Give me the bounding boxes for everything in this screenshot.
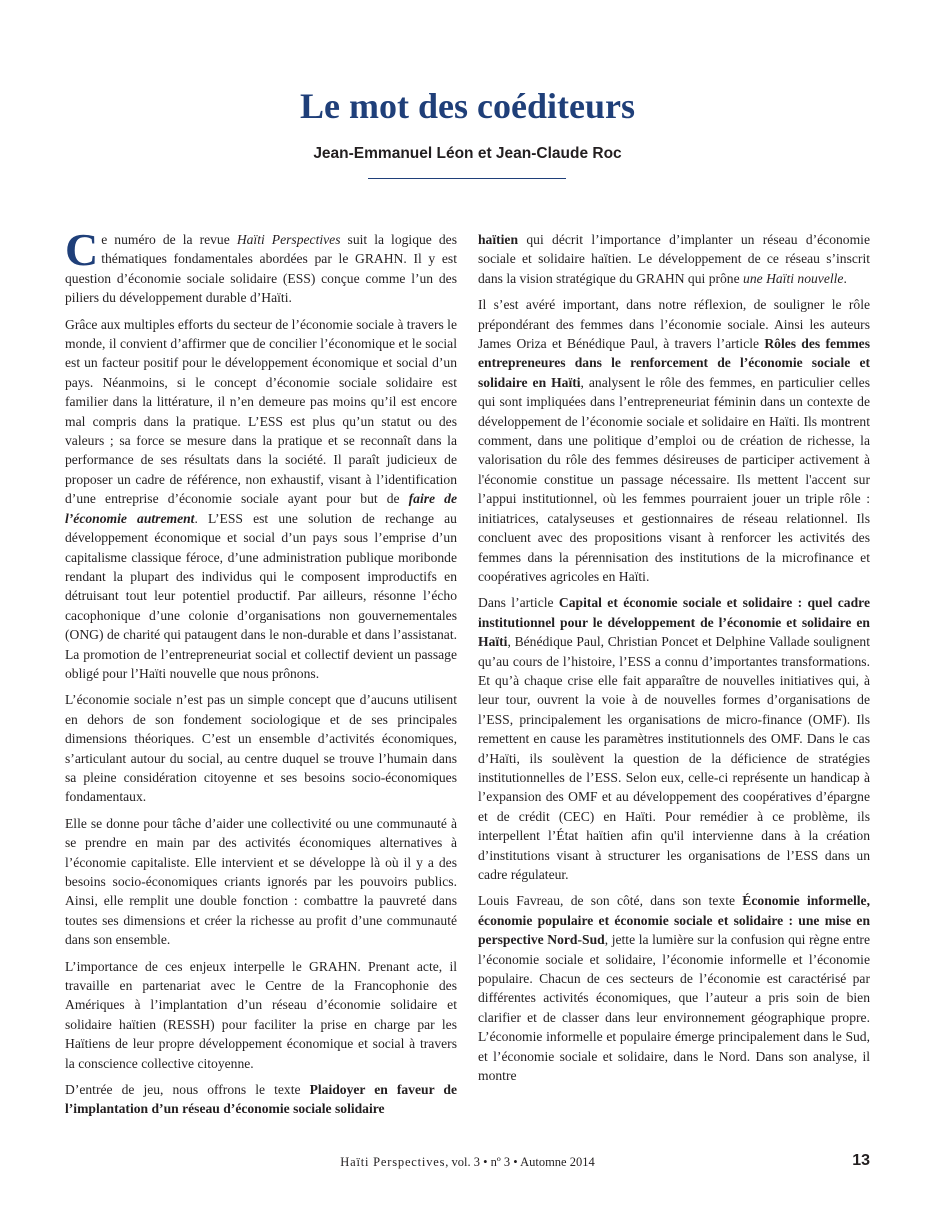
text-run: Dans l’article <box>478 595 559 611</box>
paragraph <box>65 224 457 308</box>
text-run: , Bénédique Paul, Christian Poncet et Delphine Vallade soulignent qu’au cours de l’histoire, l’ESS a connu d’importantes transformations. Et qu’à chaque crise elle fait apparaître de nouvelles initiatives qui, à leur tour, ouvrent la voie à de nouvelles formes d’organisations de l’ESS, principalement les organisations de micro-finance (OMF). Ils remettent en cause les paramètres institutionnels des OMF. Dans le cas d’Haïti, ils soulèvent la question de la déficience de stratégies institutionnelles de l’ESS. Selon eux, celle-ci représente un handicap à l’expansion des OMF et au développement des coopératives d’épargne et de crédit (CEC) en Haïti. Pour remédier à ce problème, ils interpellent l’État haïtien afin qu'il intervienne dans à la création d’institutions visant à structurer les organisations de l’ESS dans un cadre régulateur. <box>478 634 870 882</box>
right-column <box>478 230 870 1092</box>
text-run: suit la logique des thématiques fondamentales abordées par le GRAHN. Il y est question d’économie sociale solidaire (ESS) conçue comme l’un des piliers du développement durable d’Haïti. <box>65 232 457 306</box>
article-reference: Capital et économie sociale et solidaire : quel cadre institutionnel pour le développement de l’économie et solidaire en Haïti <box>478 595 870 650</box>
paragraph <box>478 230 870 288</box>
footer-citation <box>0 1152 935 1172</box>
text-run: , jette la lumière sur la confusion qui règne entre l’économie sociale et solidaire, l’économie informelle et l’économie populaire. Chacun de ces secteurs de l’économie est caractérisé par différentes activités économiques, que l’auteur a pris soin de bien clarifier et de classer dans leur environnement géographique propre. L’économie informelle et populaire émerge principalement dans le Sud, et l’économie sociale et solidaire, dans le Nord. Dans son analyse, il montre <box>478 932 870 1084</box>
text-run: . <box>843 270 847 286</box>
journal-name-italic: Haïti Perspectives <box>236 232 341 247</box>
drop-cap: C <box>65 224 99 275</box>
page-footer <box>0 1152 935 1172</box>
text-run: , analysent le rôle des femmes, en particulier celles qui sont impliquées dans l’entrepreneuriat féminin dans un contexte de développement de l’économie sociale et solidaire en Haïti. Ils montrent comment, dans une politique d’emploi ou de création de richesse, la valorisation du rôle des femmes désireuses de participer activement à l'économie constitue un passage nécessaire. Ils mettent l'accent sur l’appui institutionnel, où les femmes pourraient jouer un triple rôle : initiatrices, catalyseuses et gestionnaires de réseau relationnel. Ils concluent avec des propositions visant à renforcer les activités des femmes dans la pérennisation des institutions de la microfinance et coopératives agricoles en Haïti. <box>478 374 871 584</box>
text-run: . L’ESS est une solution de rechange au développement économique et social d’un pays sous l’emprise d’un capitalisme classique féroce, d’une administration publique moribonde rendant la plupart des individus qui le composent improductifs en détruisant tout leur potentiel productif. Par ailleurs, résonne l’écho cacophonique d’une colonie d’organisations non gouvernementales (ONG) de charité qui pataugent dans le non-durable et dans l’assistanat. La promotion de l’entrepreneuriat social et collectif devient un passage obligé pour l’Haïti nouvelle que nous prônons. <box>65 510 457 681</box>
paragraph <box>478 295 870 586</box>
page-number: 13 <box>852 1152 870 1169</box>
text-run: Grâce aux multiples efforts du secteur de l’économie sociale à travers le monde, il convient d’affirmer que de concilier l’économique et le social est un facteur positif pour le développement économique et social d’un pays. Néanmoins, si le concept d’économie sociale solidaire est familier dans la littérature, il n’en demeure pas moins qu’il est encore mal compris dans la pratique. L’ESS est plus qu’un statut ou des valeurs ; sa force se mesure dans la pratique et se reconnaît dans la performance de ses résultats dans la société. Il paraît judicieux de proposer un cadre de référence, non exhaustif, visant à l’identification d’une entreprise d’économie sociale ayant pour but de <box>65 316 457 507</box>
text-run: qui décrit l’importance d’implanter un réseau d’économie sociale et solidaire haïtien. Le développement de ce réseau s’inscrit dans la vision stratégique du GRAHN qui prône <box>478 232 870 286</box>
paragraph <box>478 593 870 884</box>
paragraph <box>478 891 870 1085</box>
article-authors: Jean-Emmanuel Léon et Jean-Claude Roc <box>313 145 622 162</box>
article-reference: Rôles des femmes entrepreneures dans le renforcement de l’économie sociale et solidaire en Haïti <box>478 336 870 390</box>
paragraph: Elle se donne pour tâche d’aider une collectivité ou une communauté à se prendre en main par des activités économiques alternatives à l’économie capitaliste. Elle intervient et se développe là où il y a des besoins socio-économiques criants ignorés par les pouvoirs publics. Ainsi, elle remplit une double fonction : combattre la pauvreté dans toutes ses dimensions et créer la richesse au profit d’une communauté dans son ensemble. <box>65 815 457 948</box>
paragraph: L’importance de ces enjeux interpelle le GRAHN. Prenant acte, il travaille en partenariat avec le Centre de la Francophonie des Amériques à l’implantation d’un réseau d’économie solidaire et solidaire haïtien (RESSH) pour faciliter la prise en charge par les Haïtiens de leur propre développement économique et social à travers la conscience collective citoyenne. <box>65 958 457 1071</box>
footer-issue-info: , vol. 3 • nº 3 • Automne 2014 <box>445 1155 595 1169</box>
emphasis-bold-italic: faire de l’économie autrement <box>65 491 457 526</box>
emphasis-italic: une Haïti nouvelle <box>743 270 844 286</box>
article-title: Le mot des coéditeurs <box>300 86 635 126</box>
paragraph <box>65 1080 457 1119</box>
paragraph: L’économie sociale n’est pas un simple concept que d’aucuns utilisent en dehors de son fondement sociologique et de ses principales dimensions théoriques. C’est un ensemble d’activités économiques, s’articulant autour du social, au centre duquel se trouve l’humain dans sa pleine considération citoyenne et ses besoins socio-économiques fondamentaux. <box>65 692 457 805</box>
text-run: Louis Favreau, de son côté, dans son texte <box>478 893 743 909</box>
paragraph <box>65 315 457 684</box>
footer-journal-name: Haïti Perspectives <box>340 1155 446 1169</box>
text-run: Il s’est avéré important, dans notre réflexion, de souligner le rôle prépondérant des femmes dans l’économie sociale. Ainsi les auteurs James Oriza et Bénédique Paul, à travers l’article <box>478 297 870 352</box>
article-reference: Plaidoyer en faveur de l’implantation d’un réseau d’économie sociale solidaire <box>65 1082 457 1117</box>
article-reference: Économie informelle, économie populaire et économie sociale et solidaire : une mise en perspective Nord-Sud <box>478 893 870 948</box>
article-reference: haïtien <box>478 232 519 247</box>
title-divider <box>368 178 566 179</box>
text-run: e numéro de la revue <box>101 232 237 247</box>
text-run: D’entrée de jeu, nous offrons le texte <box>65 1082 310 1098</box>
left-column <box>65 224 457 1126</box>
